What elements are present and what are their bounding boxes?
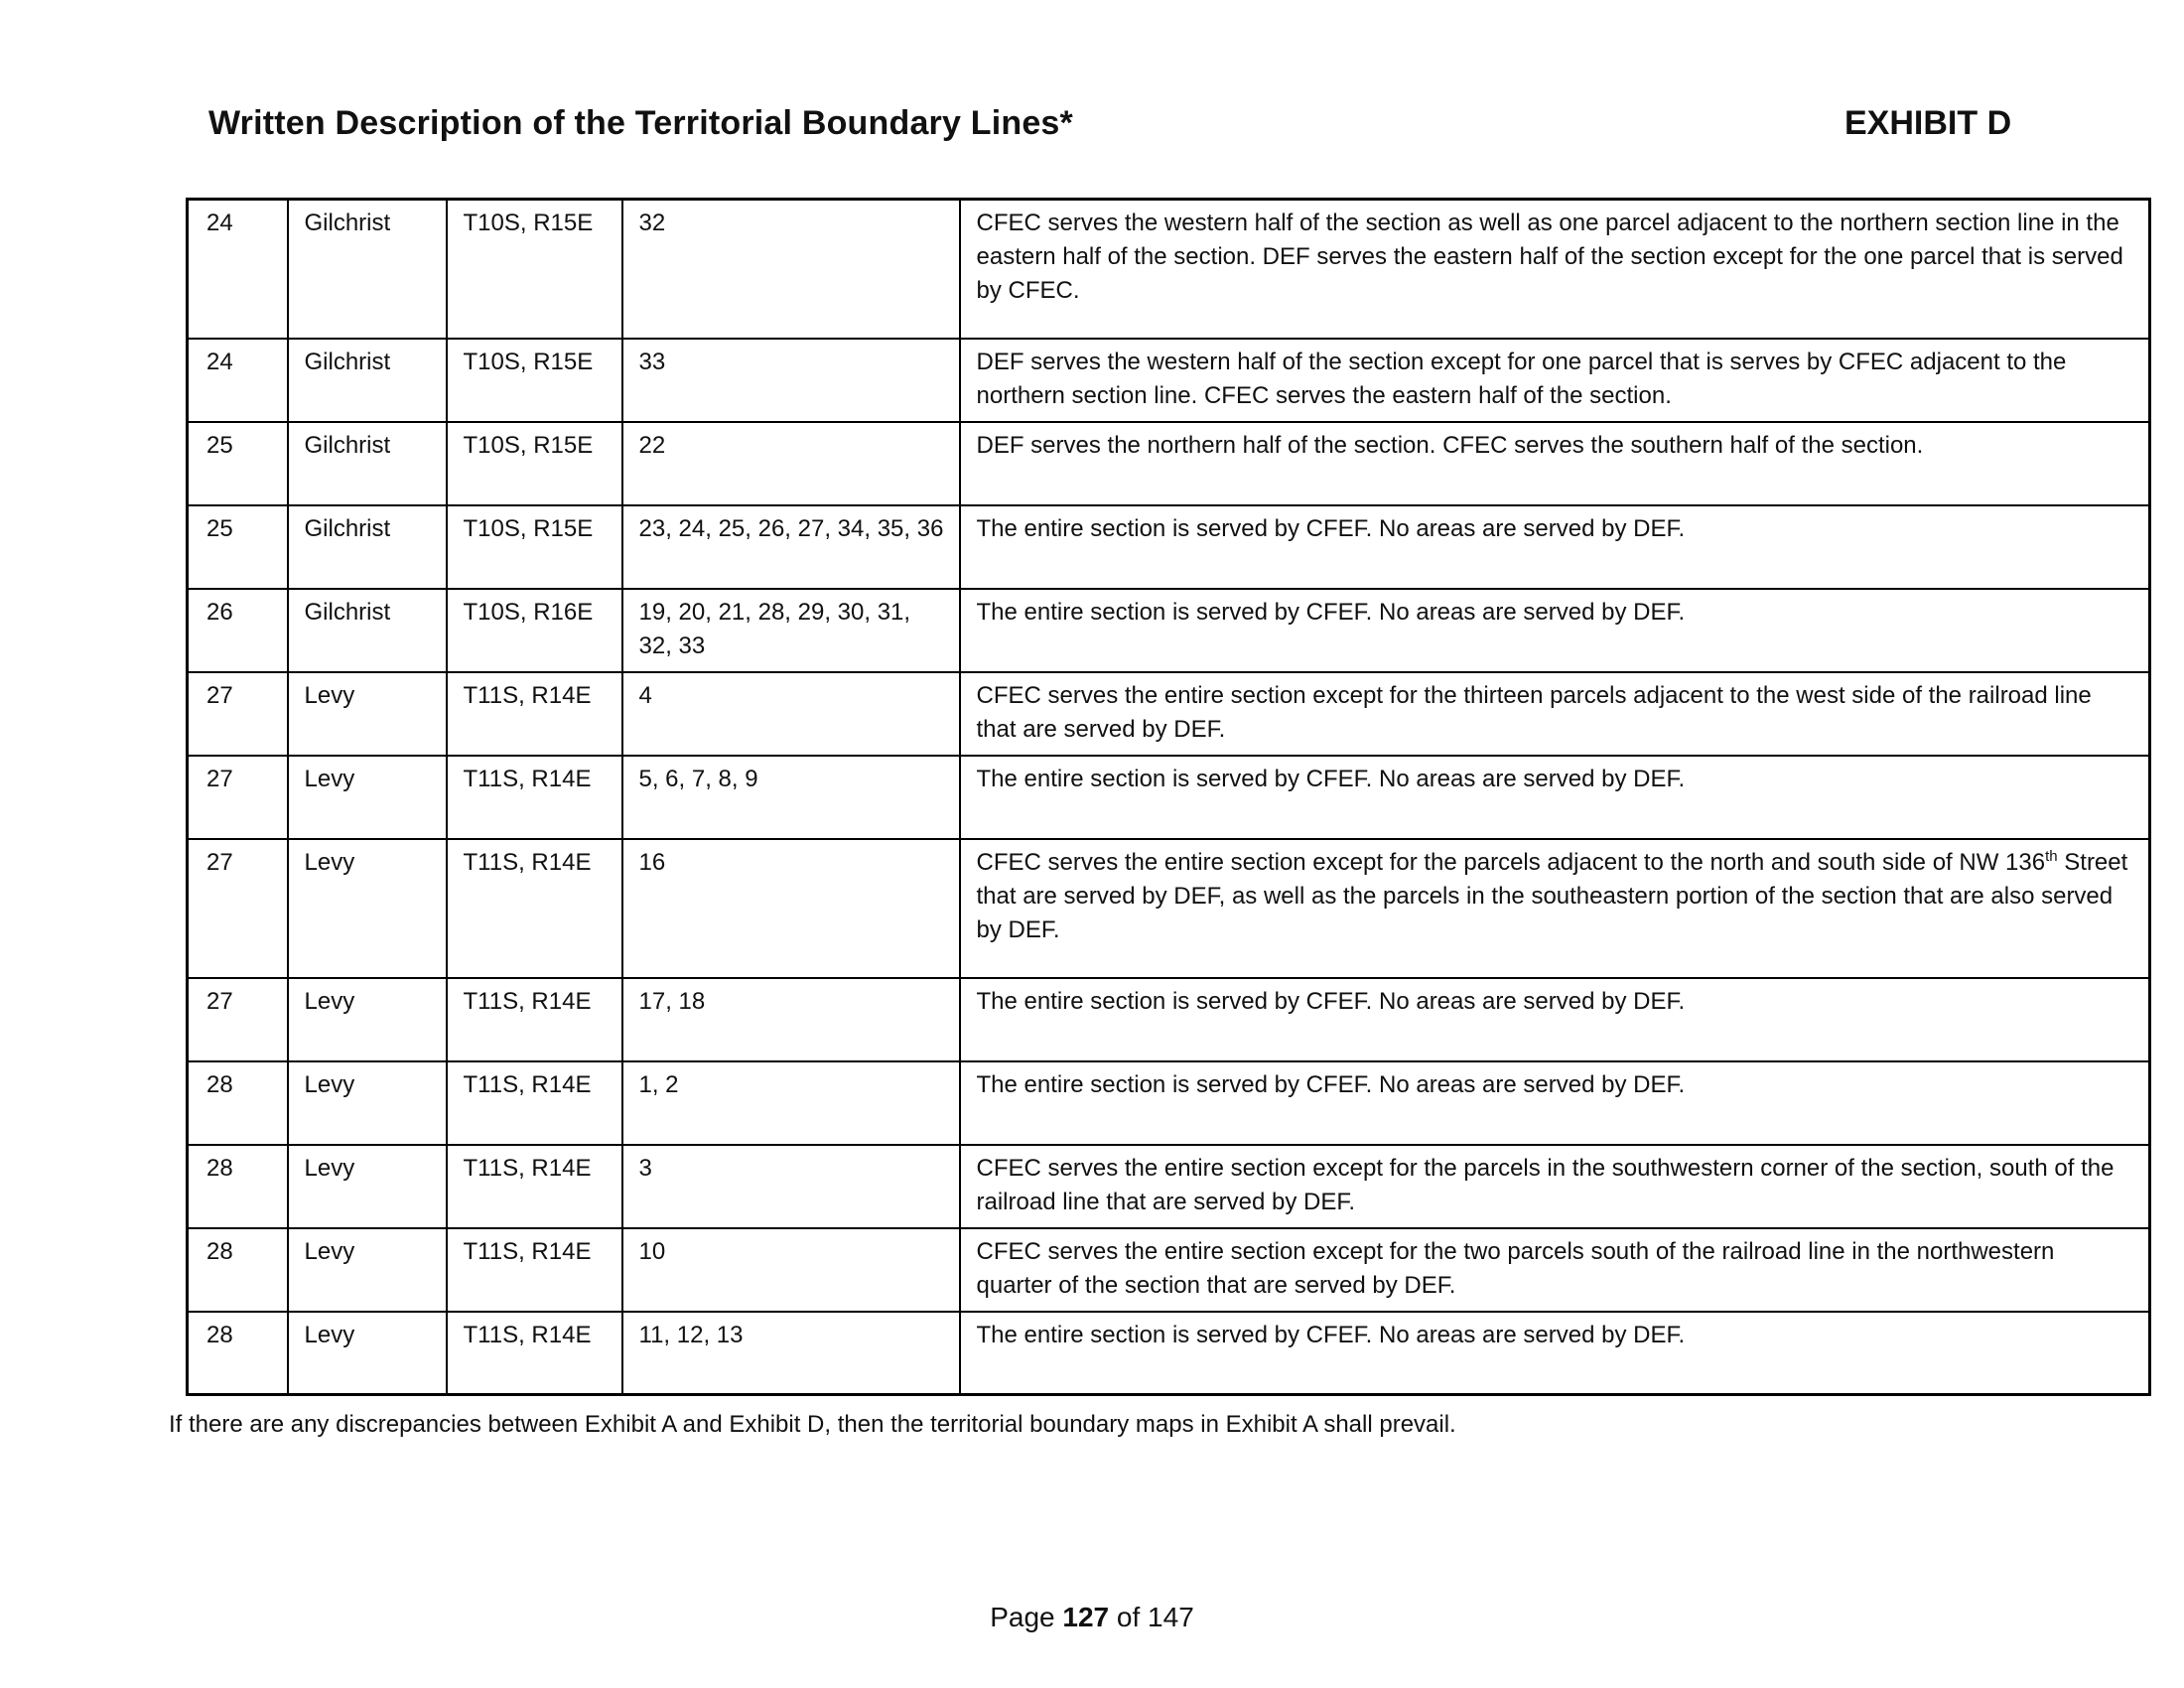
map-cell: 28 [188,1312,288,1395]
county-cell: Levy [288,756,447,839]
table-row [188,1061,2150,1145]
county-cell: Gilchrist [288,505,447,589]
table-row [188,422,2150,505]
table-row [188,839,2150,978]
map-cell: 25 [188,505,288,589]
county-cell: Gilchrist [288,200,447,339]
county-cell: Gilchrist [288,589,447,672]
page-number [0,1602,2184,1633]
county-cell: Levy [288,1228,447,1312]
description-cell: The entire section is served by CFEF. No areas are served by DEF. [960,756,2150,839]
sections-cell: 11, 12, 13 [622,1312,960,1395]
sections-cell: 4 [622,672,960,756]
county-cell: Levy [288,1145,447,1228]
description-cell: The entire section is served by CFEF. No areas are served by DEF. [960,589,2150,672]
table-row [188,339,2150,422]
sections-cell: 5, 6, 7, 8, 9 [622,756,960,839]
footnote: If there are any discrepancies between Exhibit A and Exhibit D, then the territorial boundary maps in Exhibit A shall prevail. [169,1411,1456,1438]
page-total: 147 [1148,1602,1194,1632]
table-row [188,672,2150,756]
sections-cell: 17, 18 [622,978,960,1061]
sections-cell: 1, 2 [622,1061,960,1145]
description-cell: CFEC serves the entire section except for the thirteen parcels adjacent to the west side of the railroad line that are served by DEF. [960,672,2150,756]
sections-cell: 16 [622,839,960,978]
description-cell: The entire section is served by CFEF. No areas are served by DEF. [960,978,2150,1061]
county-cell: Gilchrist [288,422,447,505]
ordinal-suffix: th [2045,847,2058,865]
county-cell: Gilchrist [288,339,447,422]
table-row [188,1312,2150,1395]
map-cell: 26 [188,589,288,672]
description-cell: The entire section is served by CFEF. No areas are served by DEF. [960,505,2150,589]
boundary-table [186,198,2151,1396]
county-cell: Levy [288,1061,447,1145]
township-range-cell: T11S, R14E [447,1228,622,1312]
county-cell: Levy [288,839,447,978]
description-text: Street that are served by DEF, as well as the parcels in the southeastern portion of the section that are also served by DEF. [976,848,2128,943]
map-cell: 24 [188,200,288,339]
table-row [188,589,2150,672]
page-label: Page [990,1602,1055,1632]
description-cell: CFEC serves the western half of the section as well as one parcel adjacent to the northern section line in the eastern half of the section. DEF serves the eastern half of the section except for the one parcel that is served by CFEC. [960,200,2150,339]
township-range-cell: T11S, R14E [447,978,622,1061]
description-cell: The entire section is served by CFEF. No areas are served by DEF. [960,1061,2150,1145]
map-cell: 27 [188,672,288,756]
township-range-cell: T11S, R14E [447,672,622,756]
description-cell: CFEC serves the entire section except for the two parcels south of the railroad line in the northwestern quarter of the section that are served by DEF. [960,1228,2150,1312]
description-cell: The entire section is served by CFEF. No areas are served by DEF. [960,1312,2150,1395]
township-range-cell: T10S, R15E [447,339,622,422]
township-range-cell: T10S, R16E [447,589,622,672]
township-range-cell: T11S, R14E [447,839,622,978]
map-cell: 25 [188,422,288,505]
map-cell: 28 [188,1228,288,1312]
township-range-cell: T10S, R15E [447,505,622,589]
description-cell: DEF serves the western half of the section except for one parcel that is serves by CFEC adjacent to the northern section line. CFEC serves the eastern half of the section. [960,339,2150,422]
county-cell: Levy [288,978,447,1061]
sections-cell: 32 [622,200,960,339]
township-range-cell: T11S, R14E [447,1061,622,1145]
sections-cell: 33 [622,339,960,422]
sections-cell: 23, 24, 25, 26, 27, 34, 35, 36 [622,505,960,589]
table-row [188,1145,2150,1228]
sections-cell: 3 [622,1145,960,1228]
map-cell: 27 [188,839,288,978]
township-range-cell: T11S, R14E [447,756,622,839]
exhibit-label: EXHIBIT D [1844,104,2012,142]
description-text: CFEC serves the entire section except for the parcels adjacent to the north and south side of NW 136 [976,848,2046,876]
table-row [188,200,2150,339]
table-row [188,756,2150,839]
page-of: of [1116,1602,1141,1632]
sections-cell: 19, 20, 21, 28, 29, 30, 31, 32, 33 [622,589,960,672]
sections-cell: 10 [622,1228,960,1312]
sections-cell: 22 [622,422,960,505]
township-range-cell: T10S, R15E [447,422,622,505]
map-cell: 28 [188,1061,288,1145]
description-cell: CFEC serves the entire section except for the parcels in the southwestern corner of the section, south of the railroad line that are served by DEF. [960,1145,2150,1228]
table-row [188,1228,2150,1312]
township-range-cell: T11S, R14E [447,1312,622,1395]
county-cell: Levy [288,1312,447,1395]
description-cell [960,839,2150,978]
page-title: Written Description of the Territorial Boundary Lines* [208,104,1073,142]
page-current: 127 [1062,1602,1110,1632]
table-row [188,505,2150,589]
description-cell: DEF serves the northern half of the section. CFEC serves the southern half of the section. [960,422,2150,505]
table-row [188,978,2150,1061]
map-cell: 28 [188,1145,288,1228]
map-cell: 24 [188,339,288,422]
map-cell: 27 [188,756,288,839]
map-cell: 27 [188,978,288,1061]
county-cell: Levy [288,672,447,756]
township-range-cell: T10S, R15E [447,200,622,339]
township-range-cell: T11S, R14E [447,1145,622,1228]
